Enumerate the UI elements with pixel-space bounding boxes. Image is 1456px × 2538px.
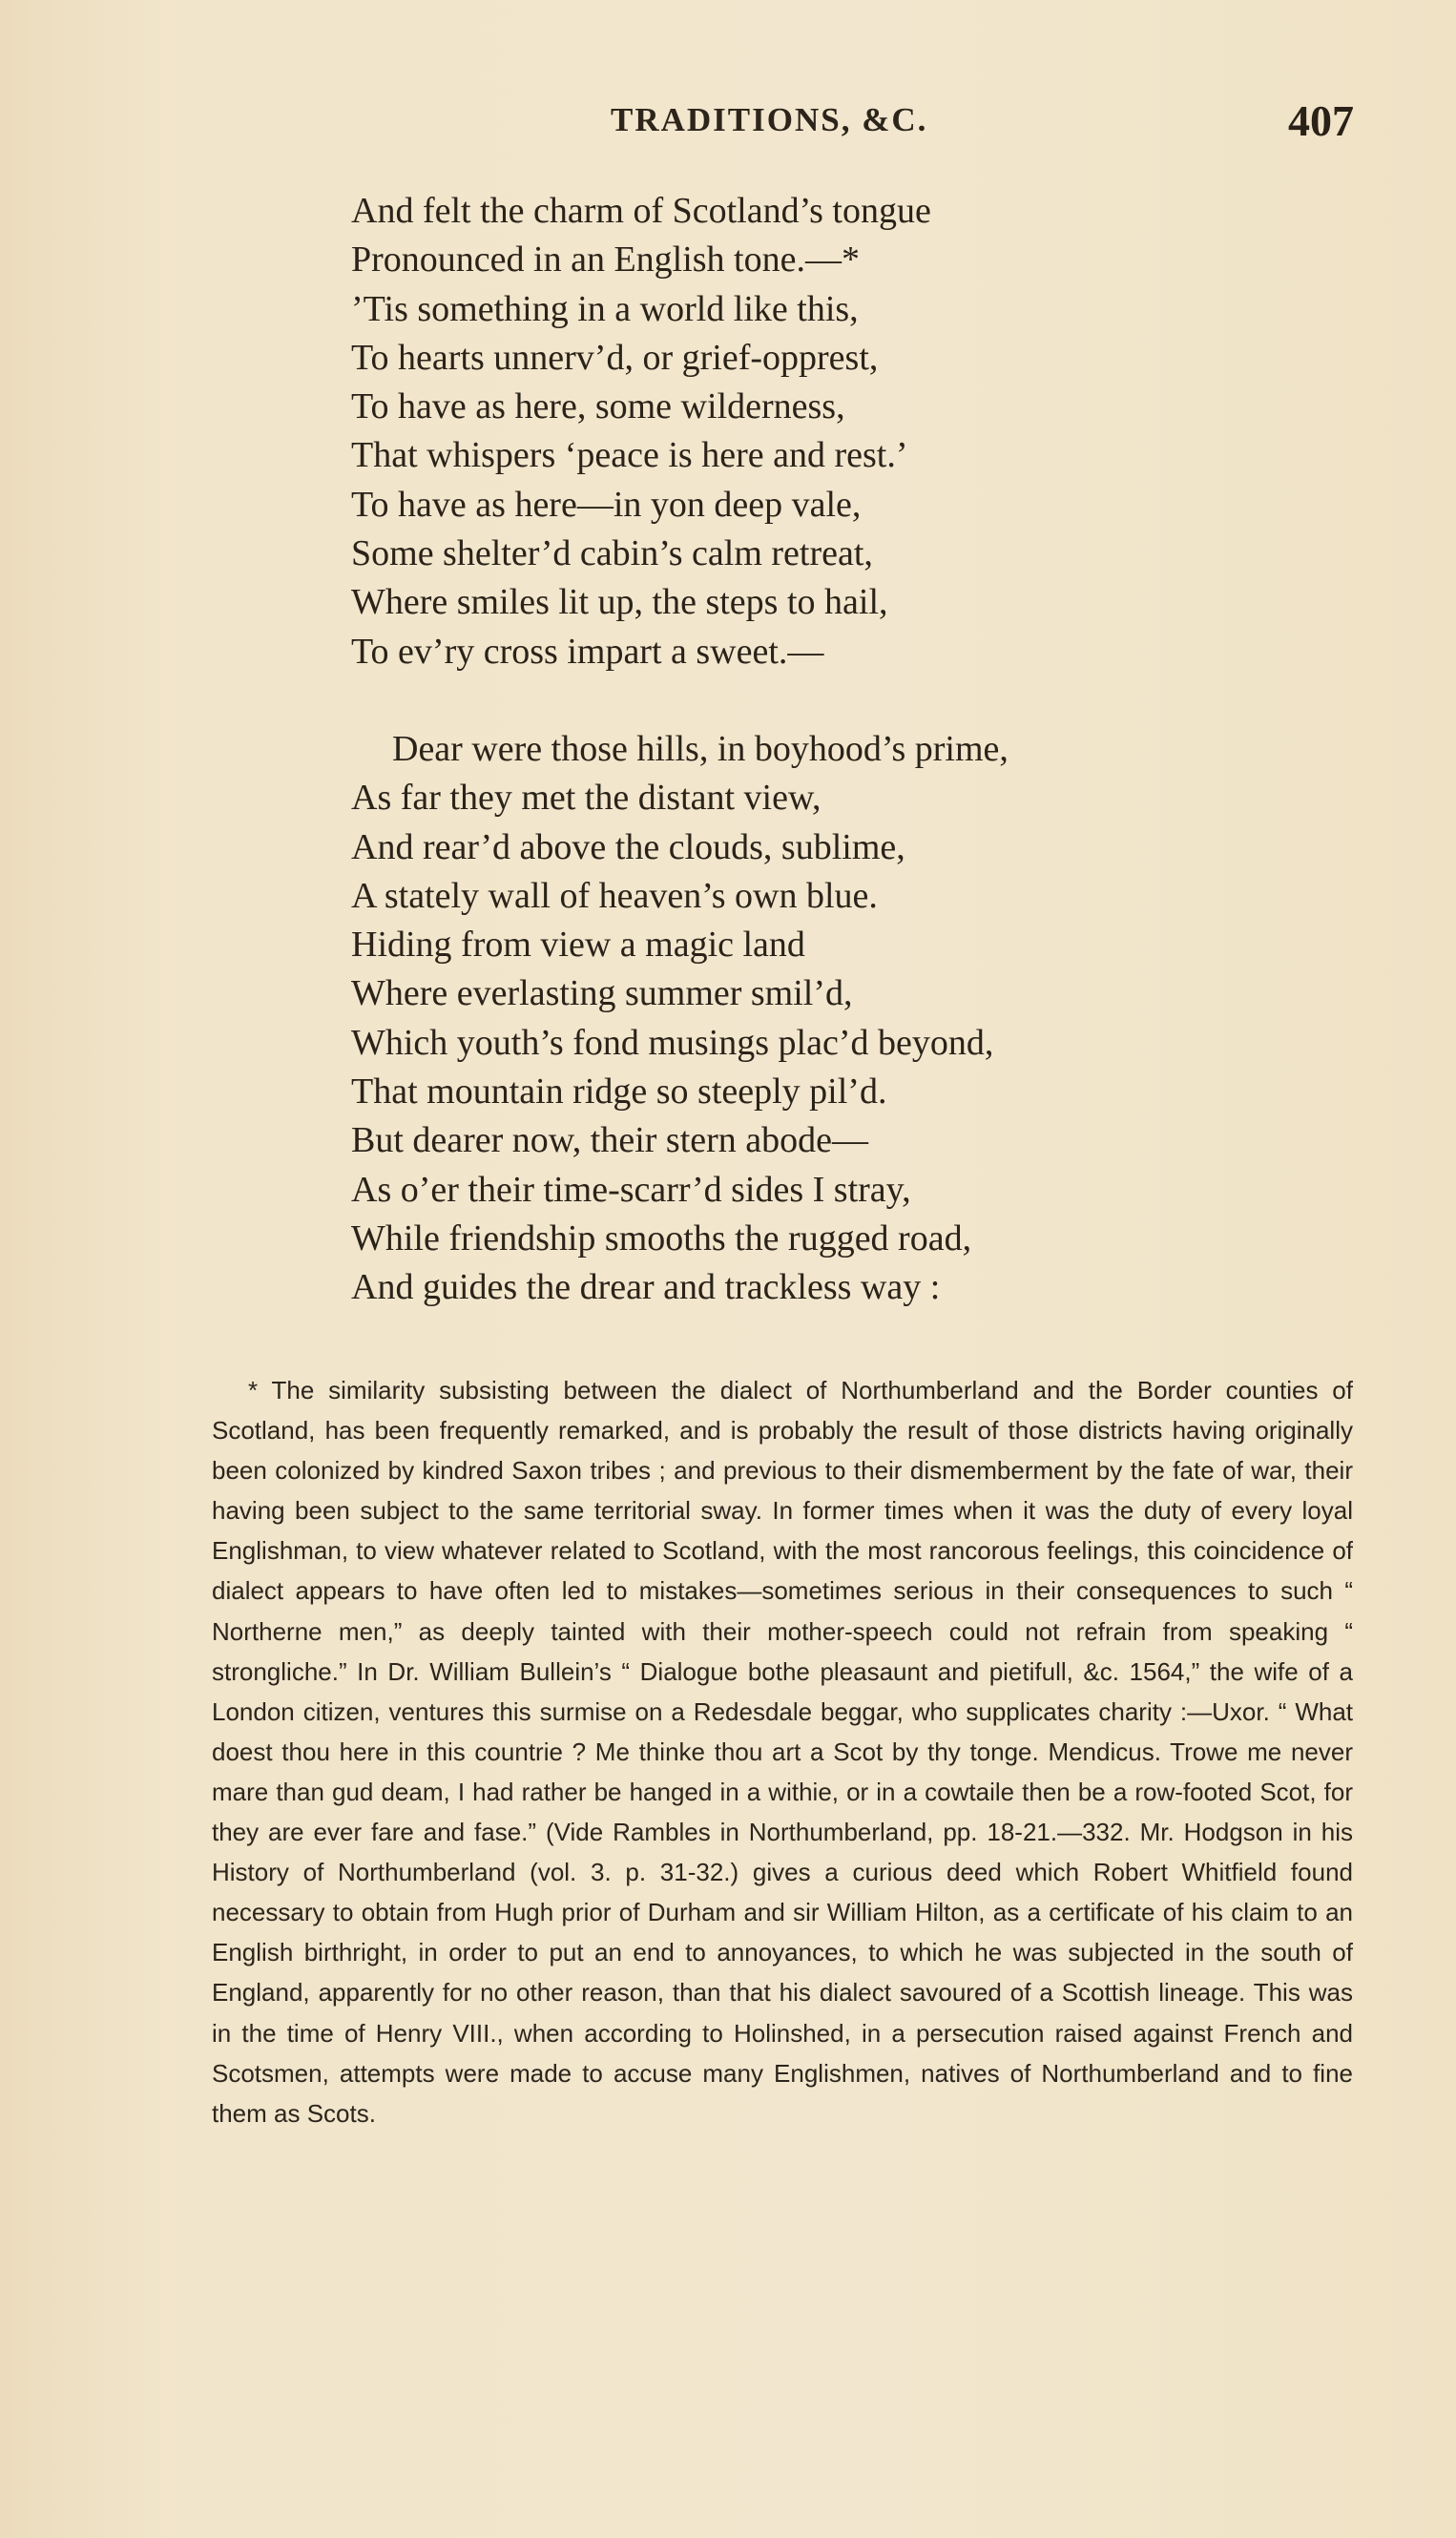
verse-line: And rear’d above the clouds, sublime, [351, 826, 905, 867]
verse-line: Hiding from view a magic land [351, 925, 805, 966]
verse-line: A stately wall of heaven’s own blue. [351, 875, 878, 916]
running-header [0, 96, 1456, 149]
verse-line: Which youth’s fond musings plac’d beyond, [351, 1022, 994, 1063]
verse-line: Dear were those hills, in boyhood’s prime, [392, 729, 1009, 769]
verse-line: To have as here, some wilderness, [351, 386, 845, 427]
verse-line: To have as here—in yon deep vale, [351, 484, 862, 525]
running-title: TRADITIONS, &C. [611, 101, 928, 138]
poem-stanza-2 [351, 725, 1353, 1313]
verse-line: Pronounced in an English tone.—* [351, 239, 860, 281]
verse-line: That mountain ridge so steeply pil’d. [351, 1071, 887, 1113]
verse-line: Where smiles lit up, the steps to hail, [351, 582, 888, 623]
footnote [212, 1370, 1353, 2133]
footnote-text: * The similarity subsisting between the dialect of Northumberland and the Border counties of Scotland, has been frequently remarked, and is probably the result of those districts having originally been colonized by kindred Saxon tribes ; and previous to their dismemberment by the fate of war, their having been subject to the same territorial sway. In former times when it was the duty of every loyal Englishman, to view whatever related to Scotland, with the most rancorous feelings, this coincidence of dialect appears to have often led to mistakes—sometimes serious in their consequences to such “ Northerne men,” as deeply tainted with their mother-speech could not refrain from speaking “ strongliche.” In Dr. William Bullein’s “ Dialogue bothe pleasaunt and pietifull, &c. 1564,” the wife of a London citizen, ventures this surmise on a Redesdale beggar, who supplicates charity :—Uxor. “ What doest thou here in this countrie ? Me thinke thou art a Scot by thy tonge. Mendicus. Trowe me never mare than gud deam, I had rather be hanged in a withie, or in a cowtaile then be a row-footed Scot, for they are ever fare and fase.” (Vide Rambles in Northumberland, pp. 18-21.—332. Mr. Hodgson in his History of Northumberland (vol. 3. p. 31-32.) gives a curious deed which Robert Whitfield found necessary to obtain from Hugh prior of Durham and sir William Hilton, as a certificate of his claim to an English birthright, in order to put an end to annoyances, to which he was subjected in the south of England, apparently for no other reason, than that his dialect savoured of a Scottish lineage. This was in the time of Henry VIII., when according to Holinshed, in a persecution raised against French and Scotsmen, attempts were made to accuse many Englishmen, natives of Northumberland and to fine them as Scots. [212, 1376, 1353, 2128]
verse-line: To hearts unnerv’d, or grief-opprest, [351, 337, 879, 378]
verse-line: ’Tis something in a world like this, [351, 288, 859, 329]
verse-line: That whispers ‘peace is here and rest.’ [351, 435, 908, 476]
verse-line: As far they met the distant view, [351, 778, 822, 819]
verse-line: And felt the charm of Scotland’s tongue [351, 191, 931, 231]
poem-stanza-1 [351, 187, 1353, 676]
verse-line: As o’er their time-scarr’d sides I stray, [351, 1169, 911, 1210]
verse-line: And guides the drear and trackless way : [351, 1267, 941, 1308]
verse-line: But dearer now, their stern abode— [351, 1120, 869, 1161]
verse-line: To ev’ry cross impart a sweet.— [351, 631, 824, 672]
verse-line: Where everlasting summer smil’d, [351, 973, 853, 1014]
verse-line: While friendship smooths the rugged road, [351, 1217, 972, 1259]
verse-line: Some shelter’d cabin’s calm retreat, [351, 533, 873, 574]
page-number: 407 [1288, 96, 1354, 145]
